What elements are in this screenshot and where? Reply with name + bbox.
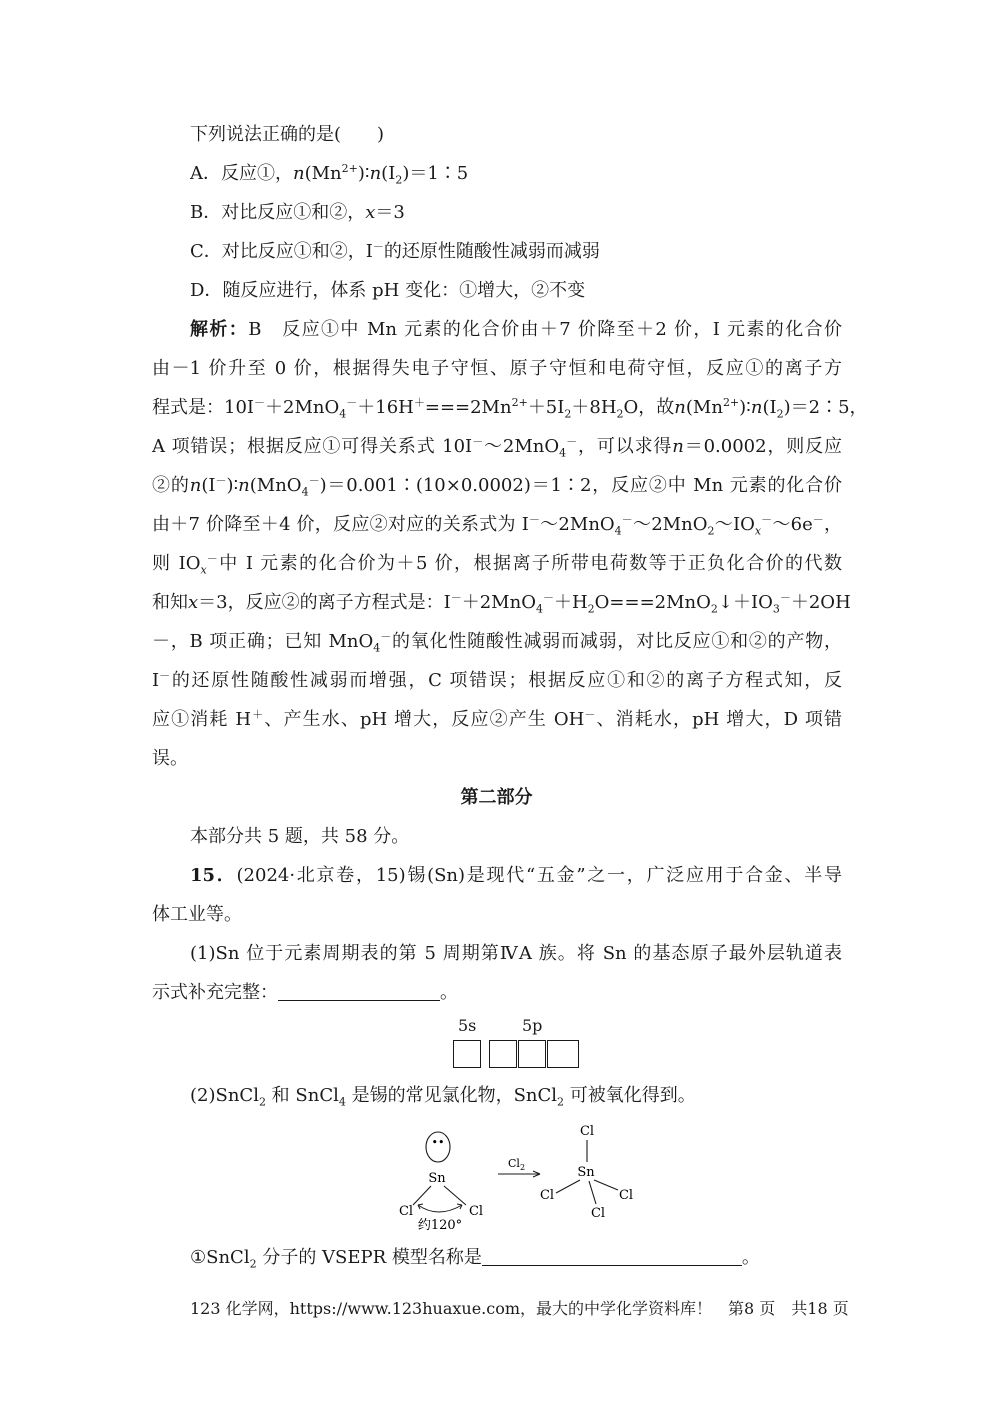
answer-blank-1[interactable]: [278, 982, 440, 1001]
analysis-line-2: 由－1 价升至 0 价，根据得失电子守恒、原子守恒和电荷守恒，反应①的离子方: [152, 358, 842, 379]
bond-angle-label: 约120°: [417, 1218, 463, 1233]
cl-atom-right-3: Cl: [590, 1206, 606, 1221]
cl-atom-right-1: Cl: [539, 1188, 555, 1203]
bond-sn-cl-right-1: [556, 1180, 580, 1193]
orbital-box-5s[interactable]: [453, 1040, 481, 1068]
analysis-line-11: 应①消耗 H＋、产生水、pH 增大，反应②产生 OH－、消耗水，pH 增大，D 项错: [152, 708, 843, 730]
orbital-box-5p-2[interactable]: [518, 1040, 546, 1068]
analysis-line-9: －，B 项正确；已知 MnO$_4$－的氧化性随酸性减弱而减弱，对比反应①和②的产物，: [152, 630, 843, 655]
answer-blank-2[interactable]: [482, 1247, 742, 1266]
lone-pair-dots: ••: [431, 1136, 445, 1149]
bond-sn-cl-left-2: [444, 1186, 466, 1205]
option-d: D．随反应进行，体系 pH 变化：①增大，②不变: [190, 280, 586, 301]
question-15-part-2: (2)SnCl$_2$ 和 SnCl$_4$ 是锡的常见氯化物，SnCl$_2$ 可被氧化得到。: [190, 1085, 696, 1109]
orbital-label-5p: 5p: [522, 1016, 543, 1035]
analysis-line-1: 解析：B 反应①中 Mn 元素的化合价由＋7 价降至＋2 价，I 元素的化合价: [190, 319, 843, 340]
option-a: A．反应①，$n(Mn^{2+})∶n(I_2)=1∶5$: [190, 162, 469, 187]
bond-sn-cl-right-2: [594, 1180, 618, 1190]
analysis-line-4: A 项错误；根据反应①可得关系式 10I－～2MnO$_4$－，可以求得n＝0.0002，则反应: [152, 435, 843, 460]
analysis-line-8: 和知x＝3，反应②的离子方程式是：$I^-+2MnO_4^-+H_2O===2MnO_2↓+IO_3^-+2OH$: [152, 591, 851, 616]
question-15-part-1-line-1: (1)Sn 位于元素周期表的第 5 周期第ⅣA 族。将 Sn 的基态原子最外层轨道表: [190, 943, 842, 964]
analysis-line-6: 由＋7 价降至＋4 价，反应②对应的关系式为 $I^-\sim 2MnO_4^-\sim 2MnO_2\sim IO_x^-\sim 6e^-$，: [152, 513, 843, 538]
question-15-part-1-line-2: 示式补充完整： 。: [152, 982, 458, 1003]
option-c: C．对比反应①和②，I－的还原性随酸性减弱而减弱: [190, 240, 600, 262]
question-15-line-2: 体工业等。: [152, 904, 242, 925]
orbital-box-5p-3[interactable]: [547, 1040, 579, 1068]
cl-atom-left-2: Cl: [468, 1204, 484, 1219]
bond-angle-arc: [418, 1205, 462, 1212]
section-description: 本部分共 5 题，共 58 分。: [190, 826, 410, 847]
sn-atom-left: Sn: [428, 1171, 446, 1186]
section-title: 第二部分: [460, 787, 533, 808]
question-intro: 下列说法正确的是( ): [190, 124, 385, 145]
reagent-label: $Cl_2$: [508, 1157, 526, 1172]
analysis-line-10: I－的还原性随酸性减弱而增强，C 项错误；根据反应①和②的离子方程式知，反: [152, 669, 842, 691]
bond-sn-cl-right-3: [589, 1181, 596, 1204]
analysis-line-12: 误。: [152, 748, 188, 769]
question-15-line-1: 15．(2024·北京卷，15)锡(Sn)是现代“五金”之一，广泛应用于合金、半导: [190, 865, 842, 886]
sn-atom-right: Sn: [577, 1165, 595, 1180]
question-15-sub-1: ①SnCl$_2$ 分子的 VSEPR 模型名称是 。: [190, 1247, 760, 1271]
analysis-line-5: ②的n(I－)∶n(MnO$_4$－)＝0.001∶(10×0.0002)＝1∶2，反应②中 Mn 元素的化合价: [152, 474, 843, 499]
analysis-line-7: 则 $IO_x^-$中 I 元素的化合价为＋5 价，根据离子所带电荷数等于正负化合价的代数: [152, 552, 842, 577]
cl-atom-top: Cl: [579, 1124, 595, 1139]
cl-atom-left-1: Cl: [398, 1204, 414, 1219]
orbital-box-5p-1[interactable]: [489, 1040, 517, 1068]
orbital-label-5s: 5s: [458, 1016, 477, 1035]
sncl2-oxidation-diagram: [380, 1115, 650, 1233]
option-b: B．对比反应①和②，x＝3: [190, 202, 405, 223]
bond-sn-cl-left-1: [413, 1186, 431, 1205]
cl-atom-right-2: Cl: [618, 1188, 634, 1203]
page-footer: 123 化学网，https://www.123huaxue.com，最大的中学化学资料库！ 第8 页 共18 页: [190, 1299, 849, 1318]
analysis-line-3: 程式是：$10I^-+2MnO_4^-+16H^+===2Mn^{2+}+5I_2+8H_2O$，故$n(Mn^{2+})∶n(I_2)=2∶5$，: [152, 396, 868, 421]
